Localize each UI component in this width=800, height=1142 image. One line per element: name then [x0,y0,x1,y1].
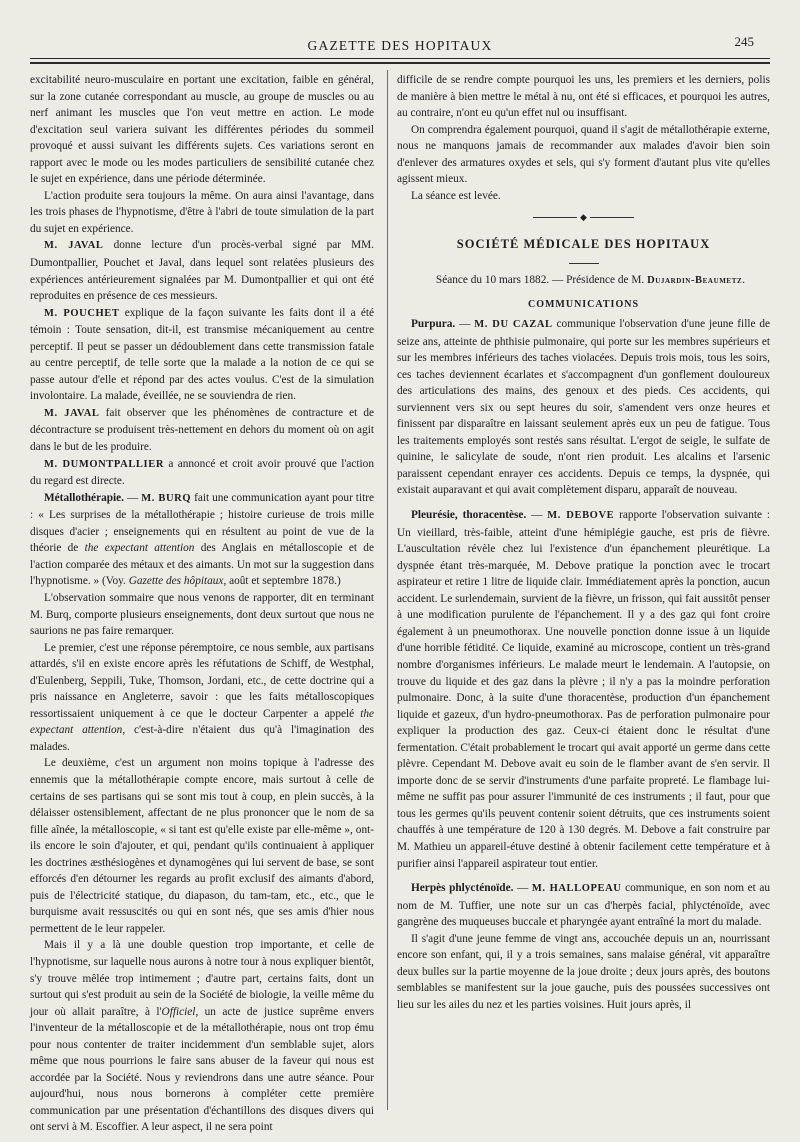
session-line: Séance du 10 mars 1882. — Présidence de M. Dujardin-Beaumetz. [435,273,746,286]
paragraph: L'observation sommaire que nous venons de rapporter, dit en terminant M. Burq, comporte plusieurs enseignements, dont deux surtout que nous ne saurions ne pas faire remarquer. [30,591,374,638]
topic-title: Purpura. [411,318,456,331]
section-rule [569,263,599,264]
paragraph: Le deuxième, c'est un argument non moins topique à l'adresse des ennemis que la métallothérapie compte encore, mais surtout à celle de certains de ses partisans qui se sont mis tout à coup, en plein succès, à la délaisser ostensiblement, affectant de ne plus prononcer que le nom de sa fille aînée, la métalloscopie, « si tant est qu'elle existe par elle-même », ont-ils encore le soin d'ajouter, et qui, pendant qu'ils continuaient à appliquer les doctrines æsthésiogènes et dynamogènes qui lui servent de base, se sont efforcés d'en détourner les regards au profit exclusif des aimants d'abord, puis de l'électricité statique, du diapason, du tam-tam, etc., etc., que le burquisme avait ressuscités ou qui en sont nés, que ses amis d'hier nous permettent de le leur rappeler. [30,757,374,935]
paragraph: Purpura. — M. DU CAZAL communique l'observation d'une jeune fille de seize ans, atteinte de phthisie pulmonaire, qui porte sur les membres supérieurs et sur les membres inférieurs des taches violacées. Depuis trois mois, tous les soirs, ces taches deviennent écarlates et s'accompagnent d'un gonflement douloureux des articulations des mains, des genoux et des pieds. Ces accidents, qui surviennent vers six ou sept heures du soir, s'amendent vers onze heures et finissent par disparaître en laissant seulement après eux un peu de fatigue. Tous les traitements employés sont restés sans résultat. L'ergot de seigle, le sulfate de quinine, le salicylate de soude, n'ont rien produit. Les alcalins et l'arsenic paraissent cependant enrayer ces accidents. Depuis ce temps, la dyspnée, qui existait auparavant et qui avait complètement disparu, apparaît de nouveau. [397,318,771,497]
paragraph: On comprendra également pourquoi, quand il s'agit de métallothérapie externe, nous ne manquons jamais de recommander aux malades d'avoir bien soin d'enlever des armatures oxydes et sels, qui s'y forment d'autant plus vite qu'elles agissent mieux. [397,123,770,186]
running-header: GAZETTE DES HOPITAUX [307,38,493,53]
paragraph: La séance est levée. [411,189,501,202]
paragraph: M. POUCHET explique de la façon suivante les faits dont il a été témoin : Toute sensation, dit-il, est transmise mécaniquement au centre perceptif. Il peut se passer un dédoublement dans cette transmission fatale au centre perceptif, de telle sorte que la malade a la notion de ce qui se passe autour d'elle et répond par des actes voulus. C'est de la simulation involontaire. La malade, éveillée, ne se souviendra de rien. [30,306,374,403]
paragraph: M. DUMONTPALLIER a annoncé et croit avoir prouvé que l'action du regard est directe. [30,457,374,488]
left-column [30,72,374,1136]
speaker-name: M. DUMONTPALLIER [44,458,165,470]
speaker-name: M. DEBOVE [547,510,615,522]
paragraph: difficile de se rendre compte pourquoi les uns, les premiers et les derniers, polis de manière à bien mettre le métal à nu, ont été si efficaces, et pourquoi les autres, au contraire, n'ont eu qu'un effet nul ou insuffisant. [397,74,770,120]
paragraph: Mais il y a là une double question trop importante, et celle de l'hypnotisme, sur laquelle nous aurons à notre tour à nous expliquer bientôt, s'y trouve mêlée trop intimement ; d'autre part, certains faits, dont un surtout qui s'est produit au sein de la Société de biologie, la veille même du jour où allait paraître, à l'Officiel, un acte de justice suprême envers l'inventeur de la métalloscopie et de la métallothérapie, nous ont trop ému pour nous contenter de traiter incidemment d'un semblable sujet, alors même que nous pourrions le faire sans abuser de la faveur qui nous est accordée par la Société. Nous y reviendrons dans une autre séance. Pour aujourd'hui, nous nous bornerons à compléter cette première communication par une présentation d'échantillons des disques divers qui ont servi à M. Escoffier. A leur aspect, il ne sera point [30,939,374,1134]
paragraph: excitabilité neuro-musculaire en portant une excitation, faible en général, sur la zone cutanée correspondant au muscle, au groupe de muscles ou au nerf animant les muscles que l'on veut mettre en action. Le mode d'excitation seul variera suivant les différentes périodes du sommeil provoqué et aussi suivant les différents sujets. Ces variations seront en rapport avec le mode ou les modes particuliers de sensibilité cutanée chez le sujet en expérience, dans une période déterminée. [30,74,374,186]
page-number: 245 [734,34,754,49]
paragraph: M. JAVAL fait observer que les phénomènes de contracture et de décontracture se produisent très-nettement en dehors du moment où on agit dans le but de les produire. [30,406,374,454]
column-divider [387,70,388,1110]
speaker-name: M. BURQ [141,492,192,504]
paragraph: Il s'agit d'une jeune femme de vingt ans, accouchée depuis un an, nourrissant encore son enfant, qui, il y a trois semaines, sans malaise général, vit apparaître deux bulles sur la partie moyenne de la joue droite ; deux jours après, des boutons semblables se manifestent sur la joue gauche, puis des poussées successives ont lieu sur les ailes du nez et les parties voisines. Huit jours après, il [397,932,770,1011]
topic-title: Métallothérapie. [44,491,124,504]
communications-heading: COMMUNICATIONS [527,299,640,311]
speaker-name: M. DU CAZAL [474,319,553,331]
speaker-name: M. JAVAL [44,407,100,419]
ornament-divider [397,204,770,230]
header-rule-top [30,58,770,59]
paragraph: L'action produite sera toujours la même. On aura ainsi l'avantage, dans les trois phases de l'hypnotisme, d'être à l'abri de toute simulation de la part du sujet en expérience. [30,189,374,235]
paragraph: Pleurésie, thoracentèse. — M. DEBOVE rapporte l'observation suivante : Un vieillard, très-faible, atteint d'une hémiplégie gauche, est pris de fièvre. L'auscultation révèle chez lui l'existence d'un épanchement pleurétique. La dyspnée étant très-marquée, M. Debove pratique la ponction avec le trocart aspirateur et retire 1 litre de liquide clair. Immédiatement après la ponction, aucun accident. Le surlendemain, survient de la fièvre, un frisson, qui fait aussitôt penser à une modification purulente de l'épanchement. Il y a des gaz qui font croire également à un pneumothorax. Une nouvelle ponction donne issue à un liquide d'une horrible fétidité. Ce liquide, examiné au microscope, contient un très-grand nombre d'organismes inférieurs. Le malade meurt le lendemain. A l'autopsie, on trouve du liquide et des gaz dans la plèvre ; il n'y a pas la moindre perforation pulmonaire. Donc, à la suite d'une thoracentèse, production d'un épanchement liquide et gazeux, d'un hydro-pneumothorax. Pas de perforation pulmonaire pour expliquer la production des gaz. Ceux-ci étaient donc le résultat d'une fermentation. C'était probablement le trocart qui avait apporté un germe dans cette plèvre. Cependant M. Debove avait eu soin de le flamber avant de s'en servir. Il importe donc de se servir d'instruments d'une parfaite propreté. Le flambage lui-même ne suffit pas pour assurer l'immunité de ces instruments ; il faut, pour que tous les germes qu'ils peuvent contenir soient détruits, que ces instruments soient chauffés à une température de 120 à 130 degrés. M. Debove a fait construire par M. Mathieu un appareil-étuve destiné à obtenir facilement cette température et à purifier ainsi l'appareil aspirateur tout entier. [397,509,770,870]
president-name: Dujardin-Beaumetz [647,274,743,286]
topic-title: Herpès phlycténoïde. [411,882,514,895]
paragraph: Le premier, c'est une réponse péremptoire, ce nous semble, aux partisans attardés, s'il en existe encore après les réfutations de Schiff, de Westphal, d'Eulenberg, Seppili, Tuke, Thomson, Jordani, etc., de cette doctrine qui a pris naissance en Angleterre, savoir : que les faits métalloscopiques ressortissaient uniquement à ce que le docteur Carpenter a appelé the expectant attention, c'est-à-dire n'étaient dus qu'à l'imagination des malades. [30,641,375,753]
speaker-name: M. HALLOPEAU [531,883,622,895]
topic-title: Pleurésie, thoracentèse. [411,509,527,522]
right-column [397,72,770,1013]
speaker-name: M. JAVAL [44,240,104,252]
paragraph: M. JAVAL donne lecture d'un procès-verbal signé par MM. Dumontpallier, Pouchet et Javal, dans lequel sont relatées plusieurs des expériences antérieurement signalées par M. Dumontpallier et qui ont été reproduites en présence de ces messieurs. [30,239,374,303]
speaker-name: M. POUCHET [44,307,120,319]
paragraph: Métallothérapie. — M. BURQ fait une communication ayant pour titre : « Les surprises de la métallothérapie ; histoire curieuse de trois mille disques d'acier ; enseignements qui en résultent au point de vue de la théorie de the expectant attention des Anglais en métalloscopie et de l'action comparée des métaux et des aimants. Un mot sur la suggestion dans l'hypnotisme. » (Voy. Gazette des hôpitaux, août et septembre 1878.) [30,491,374,588]
section-title: SOCIÉTÉ MÉDICALE DES HOPITAUX [456,237,711,252]
paragraph: Herpès phlycténoïde. — M. HALLOPEAU communique, en son nom et au nom de M. Tuffier, une note sur un cas d'herpès facial, phlycténoïde, avec gangrène des muqueuses buccale et pharyngée ayant entraîné la mort du malade. [397,882,770,929]
diamond-icon: ◆ [580,212,587,223]
header-rule-bottom [30,62,770,64]
